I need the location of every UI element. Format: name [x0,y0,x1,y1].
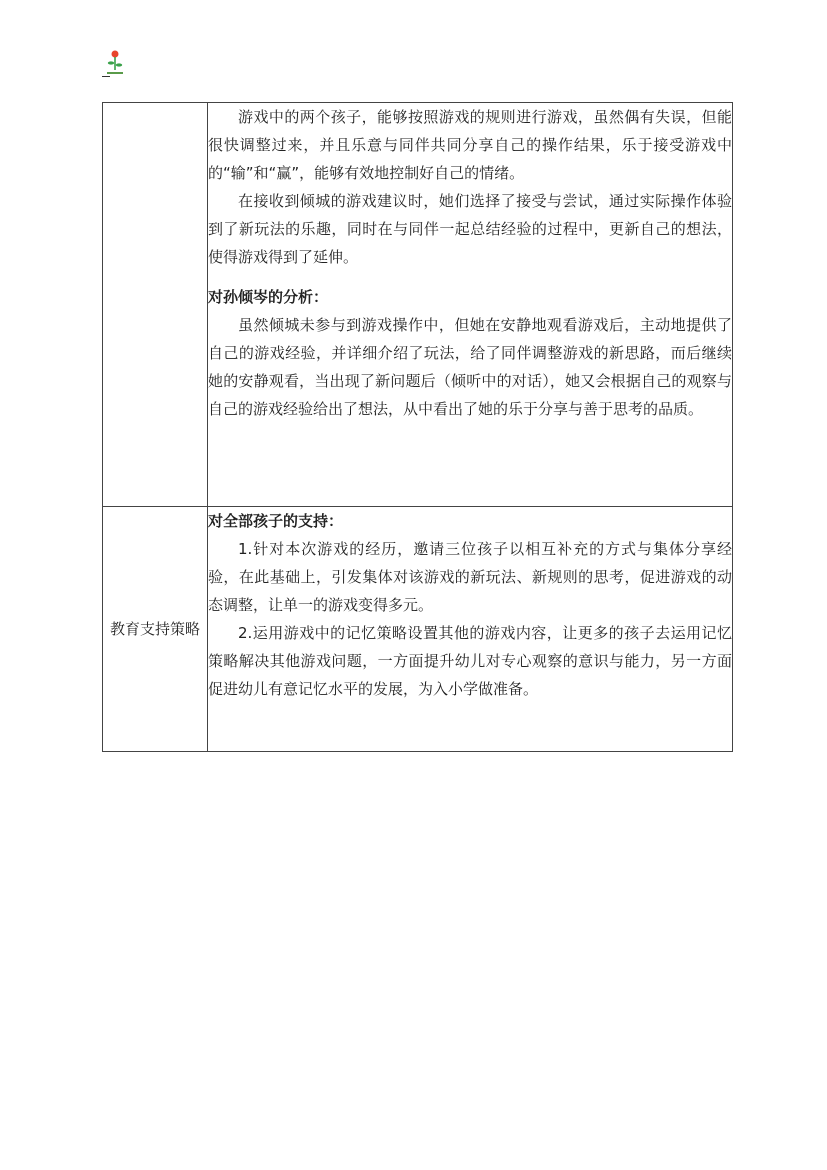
row-label-support-strategy: 教育支持策略 [103,507,208,752]
analysis-paragraph: 虽然倾城未参与到游戏操作中，但她在安静地观看游戏后，主动地提供了自己的游戏经验，并详细介绍了玩法，给了同伴调整游戏的新思路，而后继续她的安静观看，当出现了新问题后（倾听中的对话），她又会根据自己的观察与自己的游戏经验给出了想法，从中看出了她的乐于分享与善于思考的品质。 [208,316,732,418]
header-rule [102,76,110,77]
row-label-empty [103,103,208,507]
analysis-paragraph: 游戏中的两个孩子，能够按照游戏的规则进行游戏，虽然偶有失误，但能很快调整过来，并且乐意与同伴共同分享自己的操作结果，乐于接受游戏中的“输”和“赢”，能够有效地控制好自己的情绪。 [208,108,732,182]
analysis-paragraph: 在接收到倾城的游戏建议时，她们选择了接受与尝试，通过实际操作体验到了新玩法的乐趣，同时在与同伴一起总结经验的过程中，更新自己的想法，使得游戏得到了延伸。 [208,192,732,266]
section-heading: 对全部孩子的支持： [208,512,344,530]
kindergarten-logo-icon [104,48,126,78]
support-item: 2.运用游戏中的记忆策略设置其他的游戏内容，让更多的孩子去运用记忆策略解决其他游戏问题，一方面提升幼儿对专心观察的意识与能力，另一方面促进幼儿有意记忆水平的发展，为入小学做准备。 [208,624,732,698]
table-row-analysis [103,103,733,507]
analysis-content-cell [208,103,733,507]
analysis-table [102,102,733,752]
support-content-cell [208,507,733,752]
section-heading: 对孙倾岑的分析： [208,288,329,306]
table-row-support [103,507,733,752]
support-item: 1.针对本次游戏的经历，邀请三位孩子以相互补充的方式与集体分享经验，在此基础上，引发集体对该游戏的新玩法、新规则的思考，促进游戏的动态调整，让单一的游戏变得多元。 [208,540,732,614]
